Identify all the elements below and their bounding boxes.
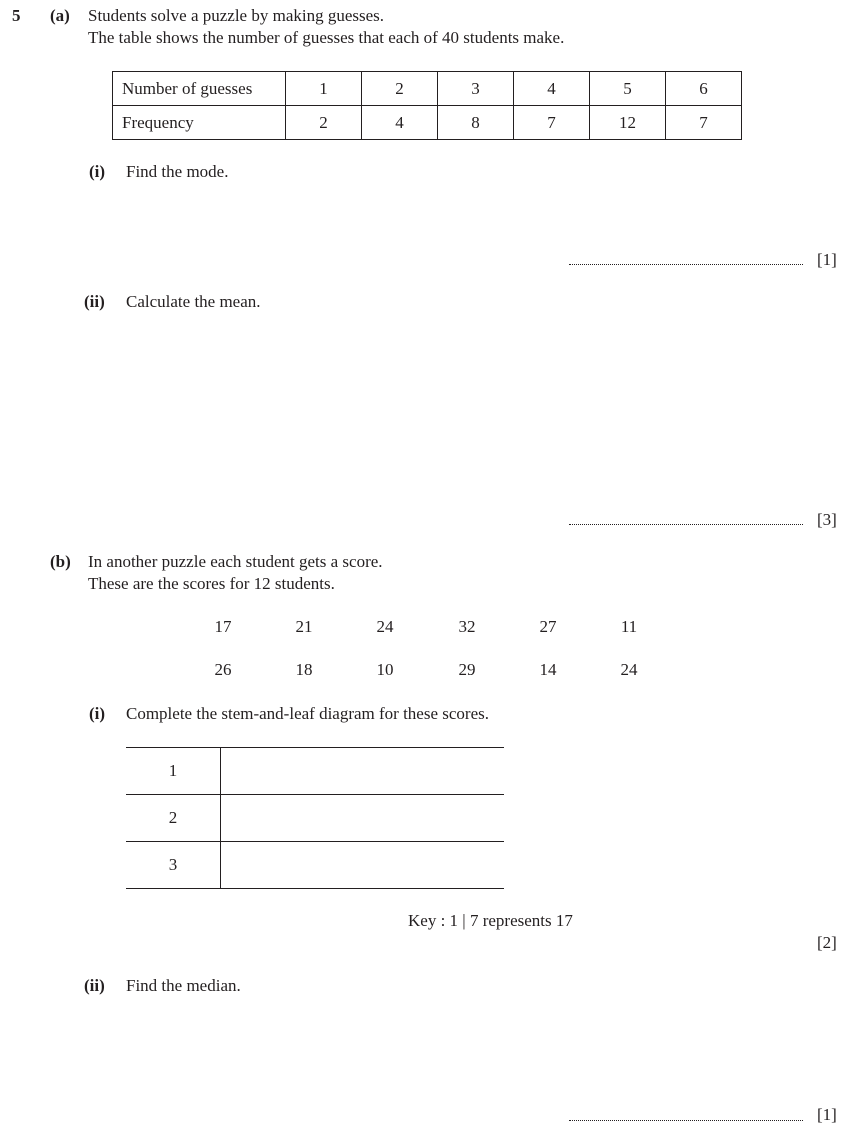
score-value: 27 [539,617,557,636]
frequency-cell: 7 [514,106,590,140]
part-b-line1: In another puzzle each student gets a score. [88,552,383,571]
score-value: 10 [376,660,394,679]
guesses-cell: 6 [666,72,742,106]
frequency-row [113,106,742,140]
question-number: 5 [12,6,21,25]
leaf-answer-area[interactable] [222,842,504,888]
score-value: 29 [458,660,476,679]
score-value: 11 [620,617,638,636]
part-a-line1: Students solve a puzzle by making guesses. [88,6,385,25]
part-b-ii-text: Find the median. [126,976,241,995]
frequency-cell: 7 [666,106,742,140]
part-a-i-marks: [1] [817,250,837,269]
leaf-answer-area[interactable] [222,748,504,794]
stem-leaf-row [126,794,504,841]
leaf-answer-area[interactable] [222,795,504,841]
part-a-i-text: Find the mode. [126,162,229,181]
part-a-ii-text: Calculate the mean. [126,292,261,311]
frequency-header: Frequency [113,106,286,140]
frequency-table [112,71,742,140]
stem-value: 2 [126,795,221,841]
score-value: 24 [376,617,394,636]
median-answer-line[interactable] [569,1120,803,1121]
part-b-ii-label: (ii) [84,976,105,995]
part-a-label: (a) [50,6,70,25]
part-a-ii-marks: [3] [817,510,837,529]
score-value: 26 [214,660,232,679]
score-value: 17 [214,617,232,636]
guesses-cell: 1 [286,72,362,106]
part-b-i-marks: [2] [817,933,837,952]
score-value: 21 [295,617,313,636]
stem-and-leaf-diagram [126,747,504,889]
frequency-cell: 2 [286,106,362,140]
stem-leaf-row [126,747,504,794]
guesses-cell: 3 [438,72,514,106]
guesses-row [113,72,742,106]
mean-answer-line[interactable] [569,524,803,525]
part-b-i-text: Complete the stem-and-leaf diagram for these scores. [126,704,490,723]
part-a-i-label: (i) [89,162,106,181]
guesses-header: Number of guesses [113,72,286,106]
part-b-label: (b) [50,552,71,571]
guesses-cell: 4 [514,72,590,106]
stem-value: 1 [126,748,221,794]
part-a-ii-label: (ii) [84,292,105,311]
part-b-ii-marks: [1] [817,1105,837,1124]
score-value: 18 [295,660,313,679]
part-b-line2: These are the scores for 12 students. [88,574,335,593]
stem-value: 3 [126,842,221,888]
stem-leaf-row [126,841,504,889]
score-value: 14 [539,660,557,679]
guesses-cell: 5 [590,72,666,106]
mode-answer-line[interactable] [569,264,803,265]
frequency-cell: 8 [438,106,514,140]
score-value: 24 [620,660,638,679]
stem-leaf-key: Key : 1 | 7 represents 17 [408,911,573,930]
frequency-cell: 4 [362,106,438,140]
guesses-cell: 2 [362,72,438,106]
score-value: 32 [458,617,476,636]
part-b-i-label: (i) [89,704,106,723]
frequency-cell: 12 [590,106,666,140]
part-a-line2: The table shows the number of guesses that each of 40 students make. [88,28,565,47]
